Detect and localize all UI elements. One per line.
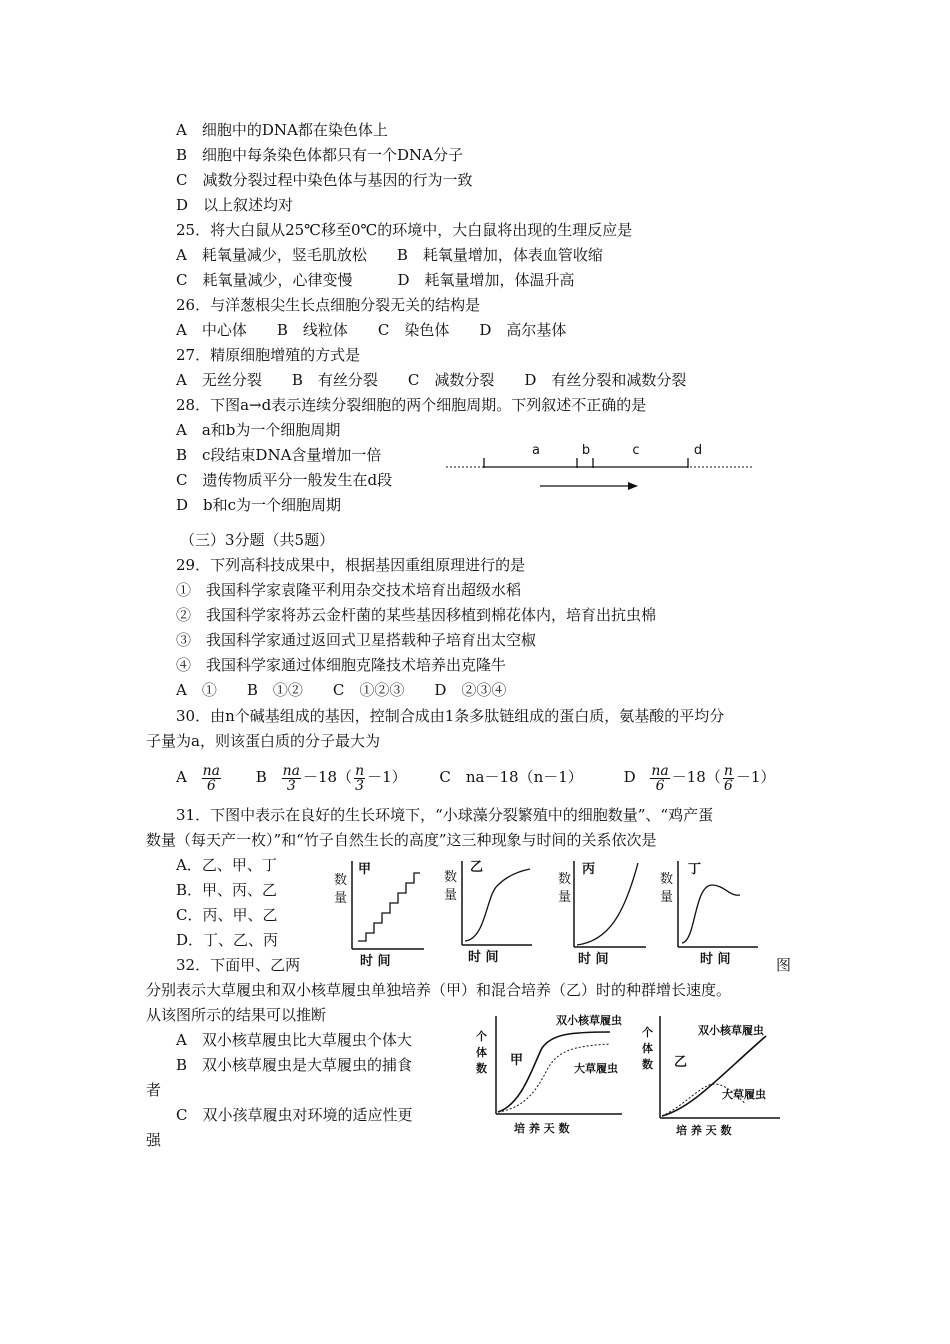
svg-text:甲: 甲 [510,1053,524,1068]
svg-text:个: 个 [642,1026,653,1039]
cell-cycle-diagram [440,438,760,498]
graph-yi [444,860,532,965]
q30-option-b-fraction: $\frac{na}{3}$ [282,762,300,794]
label-paramecium-caudatum-mixed: 大草履虫 [722,1088,766,1101]
svg-text:培 养 天 数: 培 养 天 数 [676,1124,732,1137]
svg-text:数: 数 [334,873,348,888]
segment-label-b: b [581,443,591,458]
q30-option-d-fraction2: $\frac{n}{6}$ [723,762,733,794]
q32-option-b: B 双小核草履虫是大草履虫的捕食 [176,1056,413,1074]
svg-text:量: 量 [334,891,348,906]
svg-text:丁: 丁 [688,862,702,877]
q32-option-b-cont: 者 [146,1081,162,1099]
svg-text:时 间: 时 间 [578,952,609,967]
q26-options: A 中心体 B 线粒体 C 染色体 D 高尔基体 [176,321,567,339]
svg-text:乙: 乙 [470,860,484,875]
q24-option-b: B 细胞中每条染色体都只有一个DNA分子 [176,146,464,164]
svg-text:时 间: 时 间 [360,954,391,969]
q31-stem-line1: 31．下图中表示在良好的生长环境下，“小球藻分裂繁殖中的细胞数量”、“鸡产蛋 [176,806,714,824]
curve-double-nucleus-mixed [662,1036,766,1116]
q30-option-d-fraction: $\frac{na}{6}$ [651,762,669,794]
svg-text:数: 数 [476,1062,487,1075]
graph-ding [660,861,758,967]
peak-curve [682,885,740,943]
q26-stem: 26．与洋葱根尖生长点细胞分裂无关的结构是 [176,296,481,314]
q24-option-c: C 减数分裂过程中染色体与基因的行为一致 [176,171,473,189]
q31-stem-line2: 数量（每天产一枚）”和“竹子自然生长的高度”这三种现象与时间的关系依次是 [146,831,657,849]
q30-option-b-letter: B [255,768,267,786]
segment-label-a: a [532,443,540,458]
svg-text:个: 个 [476,1030,487,1043]
svg-text:体: 体 [476,1046,487,1059]
svg-text:乙: 乙 [674,1055,688,1070]
s-curve [465,869,530,941]
q32-option-c-cont: 强 [146,1131,162,1149]
q29-item-4: ④ 我国科学家通过体细胞克隆技术培养出克隆牛 [176,656,507,674]
graph-jia [334,861,424,969]
svg-text:体: 体 [642,1042,653,1055]
q31-option-c: C．丙、甲、乙 [176,906,278,924]
svg-text:甲: 甲 [358,862,372,877]
q29-options: A ① B ①② C ①②③ D ②③④ [176,681,507,699]
label-paramecium-caudatum: 大草履虫 [574,1062,618,1075]
q25-options-ab: A 耗氧量减少，竖毛肌放松 B 耗氧量增加，体表血管收缩 [176,246,603,264]
svg-text:量: 量 [444,888,458,903]
q31-option-b: B．甲、丙、乙 [176,881,278,899]
q28-option-b: B c段结束DNA含量增加一倍 [176,446,382,464]
q28-option-d: D b和c为一个细胞周期 [176,496,342,514]
q28-option-a: A a和b为一个细胞周期 [176,421,341,439]
q25-stem: 25．将大白鼠从25℃移至0℃的环境中，大白鼠将出现的生理反应是 [176,221,633,239]
svg-text:丙: 丙 [582,862,596,877]
section-heading: （三）3分题（共5题） [180,531,335,549]
q29-stem: 29．下列高科技成果中，根据基因重组原理进行的是 [176,556,526,574]
graph-mixed-culture [642,1016,780,1137]
q24-option-d: D 以上叙述均对 [176,196,294,214]
graph-bing [558,861,646,967]
label-paramecium-aurelia-mixed: 双小核草履虫 [698,1024,764,1037]
q30-option-a-letter: A [176,768,187,786]
q28-stem: 28．下图a→d表示连续分裂细胞的两个细胞周期。下列叙述不正确的是 [176,396,647,414]
svg-text:数: 数 [642,1058,653,1071]
q32-stem-line3: 从该图所示的结果可以推断 [146,1006,327,1024]
q32-paramecium-graphs [470,1008,790,1138]
q31-four-graphs [328,855,768,970]
q30-option-b-fraction2: $\frac{n}{3}$ [355,762,365,794]
svg-text:数: 数 [660,872,674,887]
q29-item-2: ② 我国科学家将苏云金杆菌的某些基因移植到棉花体内，培育出抗虫棉 [176,606,657,624]
q30-options: A $\frac{na}{6}$ B $\frac{na}{3}$ －18（ $\frac{n}{3}$ －1） C na－18（n－1） D $\frac{na}{6}$ －18（ $\frac{n}{6}$ －1） [176,762,776,794]
q32-stem-line2: 分别表示大草履虫和双小核草履虫单独培养（甲）和混合培养（乙）时的种群增长速度。 [146,981,732,999]
q27-options: A 无丝分裂 B 有丝分裂 C 减数分裂 D 有丝分裂和减数分裂 [176,371,687,389]
q30-option-c: C na－18（n－1） [439,768,583,786]
q25-options-cd: C 耗氧量减少，心律变慢 D 耗氧量增加，体温升高 [176,271,575,289]
q24-option-a: A 细胞中的DNA都在染色体上 [176,121,388,139]
q30-option-d-letter: D [623,768,636,786]
q32-option-a: A 双小核草履虫比大草履虫个体大 [176,1031,412,1049]
svg-text:时 间: 时 间 [700,952,731,967]
q32-option-c: C 双小孩草履虫对环境的适应性更 [176,1106,413,1124]
step-curve [358,873,420,941]
q30-stem-line1: 30．由n个碱基组成的基因，控制合成由1条多肽链组成的蛋白质，氨基酸的平均分 [176,707,725,725]
label-paramecium-aurelia: 双小核草履虫 [556,1014,622,1027]
q31-option-d: D．丁、乙、丙 [176,931,279,949]
q30-option-a-fraction: $\frac{na}{6}$ [202,762,220,794]
q30-stem-line2: 子量为a，则该蛋白质的分子最大为 [146,732,380,750]
q29-item-1: ① 我国科学家袁隆平利用杂交技术培育出超级水稻 [176,581,522,599]
q27-stem: 27．精原细胞增殖的方式是 [176,346,361,364]
svg-text:量: 量 [660,890,674,905]
q32-stem-tail: 图 [776,956,792,974]
svg-text:时 间: 时 间 [468,950,499,965]
graph-single-culture [476,1013,622,1135]
segment-label-c: c [632,443,640,458]
q29-item-3: ③ 我国科学家通过返回式卫星搭载种子培育出太空椒 [176,631,537,649]
svg-text:培 养 天 数: 培 养 天 数 [514,1122,570,1135]
svg-text:量: 量 [558,890,572,905]
q32-stem-line1: 32．下面甲、乙两 [176,956,301,974]
q31-option-a: A．乙、甲、丁 [176,856,277,874]
q28-option-c: C 遗传物质平分一般发生在d段 [176,471,393,489]
svg-text:数: 数 [558,872,572,887]
segment-label-d: d [693,443,703,458]
svg-text:数: 数 [444,870,458,885]
